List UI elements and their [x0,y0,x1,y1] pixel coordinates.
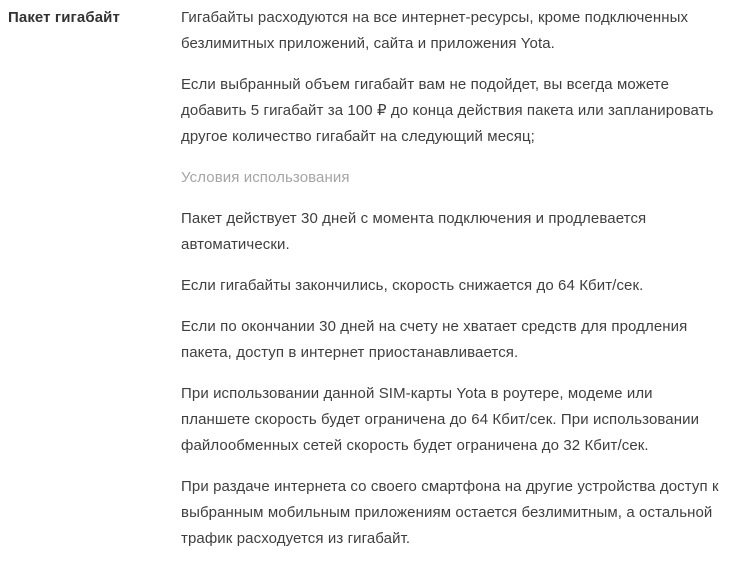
package-label-column [8,5,181,31]
paragraph-add-gigabytes: Если выбранный объем гигабайт вам не подойдет, вы всегда можете добавить 5 гигабайт за 100 ₽ до конца действия пакета или запланировать другое количество гигабайт на следующий месяц; [181,76,714,145]
paragraph-gigabytes-usage: Гигабайты расходуются на все интернет-ресурсы, кроме подключенных безлимитных приложений, сайта и приложения Yota. [181,9,689,52]
paragraph-sim-in-router-speed: При использовании данной SIM-карты Yota в роутере, модеме или планшете скорость будет ограничена до 64 Кбит/сек. При использовании файлообменных сетей скорость будет ограничена до 32 Кбит/сек. [181,385,700,454]
package-title: Пакет гигабайт [8,9,120,26]
paragraph-speed-after-limit: Если гигабайты закончились, скорость снижается до 64 Кбит/сек. [181,277,644,294]
paragraph-insufficient-funds: Если по окончании 30 дней на счету не хватает средств для продления пакета, доступ в интернет приостанавливается. [181,318,688,361]
subheading-terms-of-use: Условия использования [181,169,350,186]
paragraph-tethering: При раздаче интернета со своего смартфона на другие устройства доступ к выбранным мобильным приложениям остается безлимитным, а остальной трафик расходуется из гигабайт. [181,478,719,547]
paragraph-package-duration: Пакет действует 30 дней с момента подключения и продлевается автоматически. [181,210,647,253]
package-description-column [181,5,726,552]
